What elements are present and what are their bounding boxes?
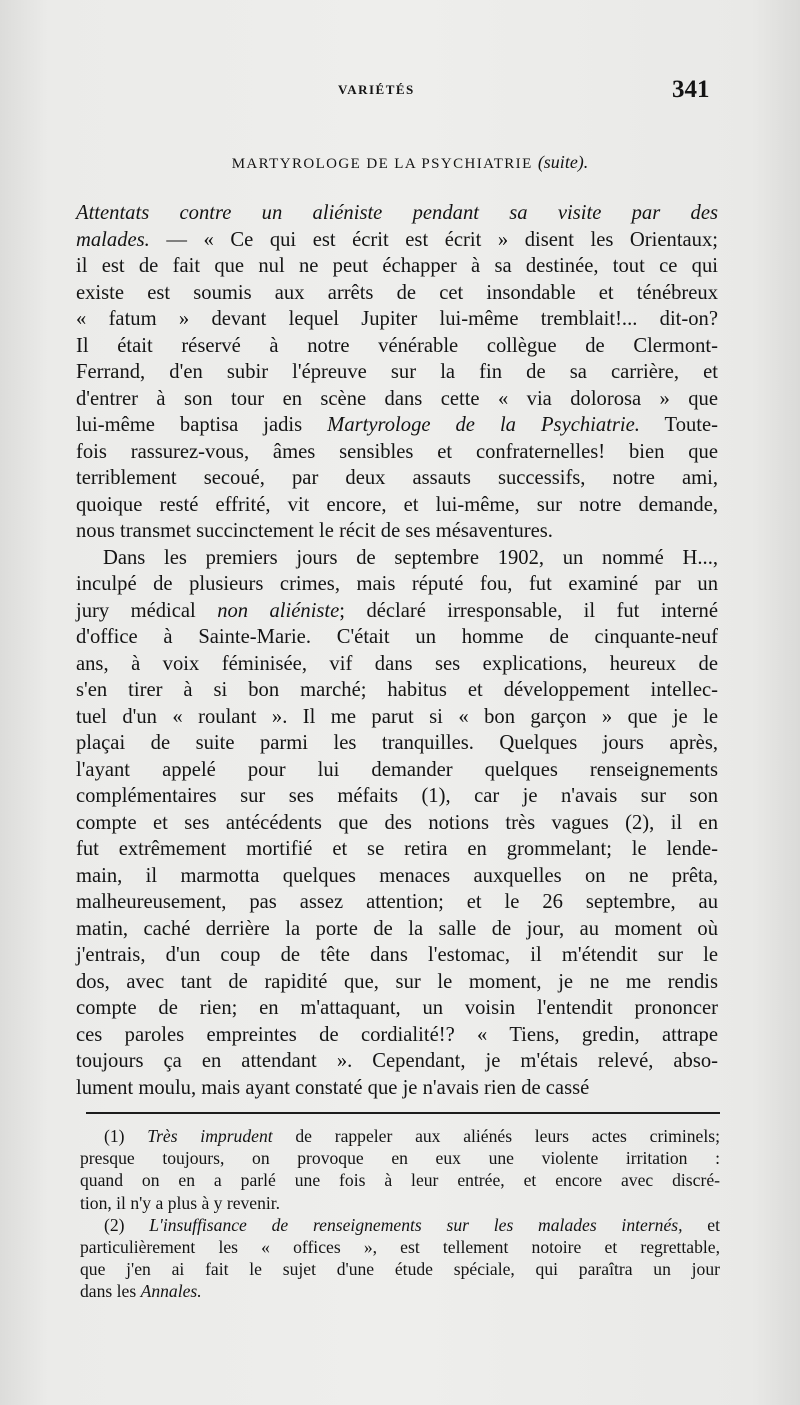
text-run: Dans les premiers jours de septembre 1902, un nommé H..., [103,546,718,569]
running-head [0,76,800,104]
text-line [76,783,718,810]
text-run: toujours ça en attendant ». Cependant, je m'étais relevé, abso- [76,1050,718,1072]
footnote-line [80,1169,720,1191]
footnotes [80,1125,720,1303]
text-line [76,624,718,651]
text-line [76,836,718,863]
footnote-line [80,1280,720,1302]
italic-text: L'insuffisance de renseignements sur les malades internés, [149,1214,683,1235]
text-run: complémentaires sur ses méfaits (1), car je n'avais sur son [76,785,718,807]
text-line [76,253,718,280]
text-run: (2) [104,1214,150,1235]
text-run: il est de fait que nul ne peut échapper à sa destinée, tout ce qui [76,255,718,277]
text-line [76,412,718,439]
text-run: ans, à voix féminisée, vif dans ses explications, heureux de [76,652,718,675]
text-line [76,757,718,784]
text-run: jury médical [76,599,218,622]
text-run: d'office à Sainte-Marie. C'était un homme de cinquante-neuf [76,626,718,648]
text-line [76,359,718,386]
text-line [76,863,718,890]
text-run: — « Ce qui est écrit est écrit » disent les Orientaux; [149,228,718,251]
text-line [76,598,718,625]
text-run: d'entrer à son tour en scène dans cette « via dolorosa » que [76,387,718,410]
text-line [76,810,718,837]
text-line [76,889,718,916]
section-title-main: MARTYROLOGE DE LA PSYCHIATRIE [231,156,533,172]
text-run: fut extrêmement mortifié et se retira en grommelant; le lende- [76,838,718,860]
text-run: ; déclaré irresponsable, il fut interné [339,599,718,622]
footnote-line [80,1147,720,1169]
text-run: Toute- [639,414,719,436]
text-line [76,1048,718,1075]
text-run: j'entrais, d'un coup de tête dans l'estomac, il m'étendit sur le [76,944,718,966]
footnote-line [80,1258,720,1280]
text-run: matin, caché derrière la porte de la salle de jour, au moment où [76,917,718,940]
text-line [76,995,718,1022]
running-head-title: VARIÉTÉS [338,82,415,97]
italic-text: Annales. [140,1281,202,1302]
text-line [76,942,718,969]
text-line [76,916,718,943]
text-run: Il était réservé à notre vénérable collègue de Clermont- [76,334,718,357]
body-text [76,200,718,1101]
text-run: de rappeler aux aliénés leurs actes criminels; [272,1126,720,1146]
text-line [76,730,718,757]
footnote-line [80,1236,720,1258]
text-run: et [682,1214,720,1235]
text-run: l'ayant appelé pour lui demander quelques renseignements [76,758,718,781]
text-run: presque toujours, on provoque en eux une violente irritation : [80,1148,720,1169]
text-run: lui-même baptisa jadis [76,414,328,436]
text-line [76,200,718,227]
text-run: que j'en ai fait le sujet d'une étude spéciale, qui paraîtra un jour [80,1259,720,1280]
text-line [76,545,718,572]
text-run: main, il marmotta quelques menaces auxquelles on ne prêta, [76,864,718,887]
section-title-suite: (suite). [537,152,589,172]
text-run: existe est soumis aux arrêts de cet insondable et ténébreux [76,281,718,304]
italic-text: Très imprudent [147,1126,273,1146]
text-run: quoique resté effrité, vit encore, et lui-même, sur notre demande, [76,493,718,516]
text-line [76,439,718,466]
text-run: s'en tirer à si bon marché; habitus et développement intellec- [76,679,718,701]
text-run: (1) [104,1126,148,1146]
text-run: plaçai de suite parmi les tranquilles. Quelques jours après, [76,732,718,754]
footnote-line [80,1125,720,1147]
footnote-line [80,1214,720,1236]
text-run: compte et ses antécédents que des notions très vagues (2), il en [76,811,718,834]
text-run: nous transmet succinctement le récit de ses mésaventures. [76,520,553,542]
text-line [76,651,718,678]
text-run: lument moulu, mais ayant constaté que je n'avais rien de cassé [76,1076,590,1099]
italic-text: non aliéniste [217,599,340,622]
text-line [76,465,718,492]
text-run: inculpé de plusieurs crimes, mais réputé fou, fut examiné par un [76,573,718,595]
text-run: dans les [80,1281,141,1302]
text-run: particulièrement les « offices », est tellement notoire et regrettable, [80,1236,720,1257]
italic-text: Attentats contre un aliéniste pendant sa visite par des [76,202,718,224]
text-line [76,518,718,545]
text-line [76,571,718,598]
page-number: 341 [672,76,710,103]
italic-text: malades. [76,228,150,251]
text-line [76,227,718,254]
text-run: tuel d'un « roulant ». Il me parut si « bon garçon » que je le [76,705,718,728]
text-run: fois rassurez-vous, âmes sensibles et confraternelles! bien que [76,440,718,463]
text-line [76,1022,718,1049]
text-line [76,492,718,519]
text-run: ces paroles empreintes de cordialité!? « Tiens, gredin, attrape [76,1023,718,1046]
italic-text: Martyrologe de la Psychiatrie. [327,414,640,436]
text-line [76,969,718,996]
text-run: compte de rien; en m'attaquant, un voisin l'entendit prononcer [76,997,718,1019]
text-run: dos, avec tant de rapidité que, sur le moment, je ne me rendis [76,970,718,993]
text-run: tion, il n'y a plus à y revenir. [80,1192,281,1213]
text-line [76,386,718,413]
text-run: terriblement secoué, par deux assauts successifs, notre ami, [76,467,718,489]
text-line [76,677,718,704]
text-line [76,333,718,360]
text-run: Ferrand, d'en subir l'épreuve sur la fin de sa carrière, et [76,361,718,383]
text-line [76,280,718,307]
text-line [76,704,718,731]
text-run: quand on en a parlé une fois à leur entrée, et encore avec discré- [80,1170,720,1191]
text-run: « fatum » devant lequel Jupiter lui-même tremblait!... dit-on? [76,308,718,330]
section-title [0,152,800,173]
footnote-rule [86,1112,720,1114]
text-line [76,1075,718,1102]
text-run: malheureusement, pas assez attention; et le 26 septembre, au [76,891,718,913]
footnote-line [80,1192,720,1214]
text-line [76,306,718,333]
